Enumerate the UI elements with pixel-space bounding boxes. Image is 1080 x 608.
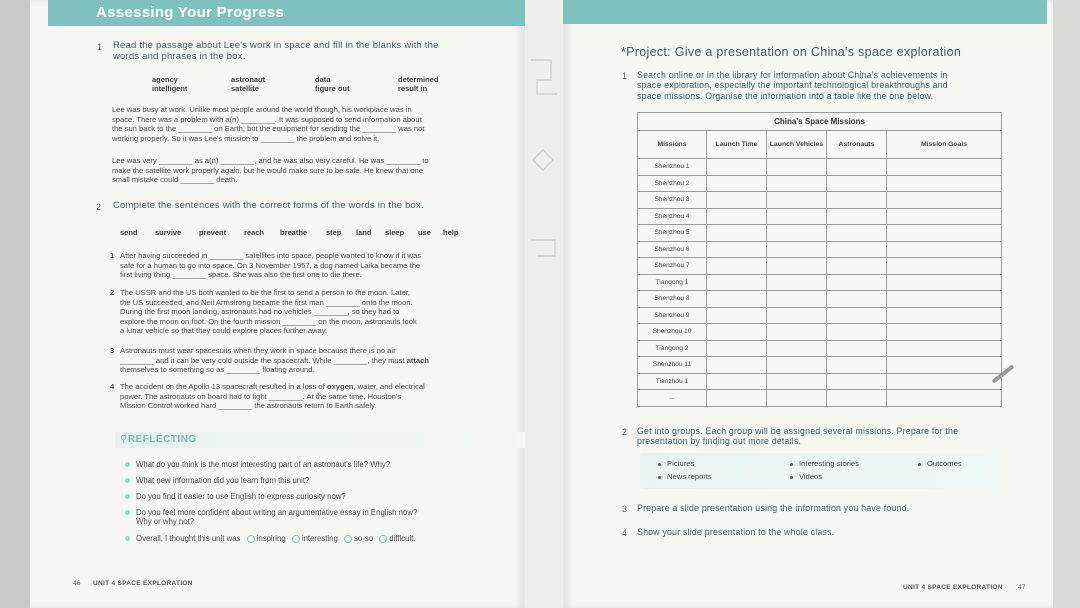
table-row: [638, 307, 1002, 324]
empty-cell: [767, 274, 827, 291]
word-box-word: satellite: [231, 84, 259, 93]
table-row: [638, 373, 1002, 390]
empty-cell: [707, 208, 767, 225]
empty-cell: [827, 357, 887, 374]
empty-cell: [707, 340, 767, 357]
empty-cell: [887, 225, 1002, 242]
mission-name-cell: Shenzhou 10: [638, 324, 707, 341]
empty-cell: [707, 192, 767, 209]
passage-line: small mistake could ________ death.: [112, 175, 238, 185]
table-row: [638, 324, 1002, 341]
step-number: 2: [622, 427, 628, 437]
page-title: Assessing Your Progress: [48, 0, 525, 26]
footer-unit: UNIT 4 SPACE EXPLORATION: [93, 580, 193, 587]
reflecting-item-text: What do you think is the most interesting part of an astronaut's life? Why?: [136, 460, 391, 469]
option-radio[interactable]: [292, 535, 300, 543]
mission-name-cell: Shenzhou 9: [638, 307, 707, 324]
book-edge: [0, 0, 30, 608]
empty-cell: [707, 324, 767, 341]
empty-cell: [767, 241, 827, 258]
bullet-icon: [790, 463, 793, 466]
empty-cell: [767, 159, 827, 176]
bullet-icon: [658, 476, 661, 479]
word-box-word: determined: [398, 75, 439, 84]
passage-line: space. There was a problem with a(n) ________. It was supposed to send information about: [112, 114, 422, 124]
item-line: first living thing ________ space. She was also the first one to die there.: [120, 270, 362, 280]
empty-cell: [827, 373, 887, 390]
empty-cell: [887, 208, 1002, 225]
item-line: The USSR and the US both wanted to be the first to send a person to the moon. Later,: [120, 288, 411, 297]
empty-cell: [827, 241, 887, 258]
item-number: 2: [110, 288, 115, 297]
empty-cell: [887, 390, 1002, 407]
details-options-box: [640, 453, 1000, 489]
empty-cell: [887, 159, 1002, 176]
word-box-word: astronaut: [231, 75, 266, 84]
exercise-item-1: [110, 251, 510, 280]
mission-name-cell: Shenzhou 7: [638, 258, 707, 275]
mission-name-cell: Shenzhou 5: [638, 225, 707, 242]
word-box-word: figure out: [315, 84, 350, 93]
word-box-word: intelligent: [152, 84, 188, 93]
detail-option-label: Interesting stories: [799, 459, 859, 468]
mission-name-cell: Shenzhou 8: [638, 291, 707, 308]
word-box-word: step: [326, 228, 342, 237]
empty-cell: [707, 357, 767, 374]
table-row: [638, 159, 1002, 176]
item-number: 3: [110, 346, 115, 355]
empty-cell: [827, 340, 887, 357]
bullet-icon: [918, 463, 921, 466]
bold-keyword: attach: [406, 355, 430, 365]
item-line: power. The astronauts on board had to fight ________. At the same time, Houston's: [120, 391, 402, 401]
item-line: After having succeeded in ________ satellites into space, people wanted to know if it was: [120, 251, 421, 260]
empty-cell: [707, 291, 767, 308]
project-title: *Project: Give a presentation on China's space exploration: [621, 45, 962, 59]
step-4-text: Show your slide presentation to the whole class.: [637, 527, 835, 537]
word-box-word: send: [120, 228, 138, 237]
question-number: 1: [97, 42, 103, 52]
empty-cell: [707, 307, 767, 324]
item-line: the US succeeded, and Neil Armstrong became the first man ________ onto the moon.: [120, 297, 413, 307]
mission-name-cell: Shenzhou 1: [638, 159, 707, 176]
mission-name-cell: Shenzhou 2: [638, 175, 707, 192]
empty-cell: [887, 291, 1002, 308]
empty-cell: [887, 175, 1002, 192]
empty-cell: [827, 274, 887, 291]
bullet-icon: [125, 494, 130, 499]
mission-name-cell: Tiangong 1: [638, 274, 707, 291]
reflecting-item-text: Overall, I thought this unit was: [136, 534, 241, 543]
empty-cell: [887, 324, 1002, 341]
detail-option: [790, 472, 822, 482]
empty-cell: [707, 225, 767, 242]
step-line: space exploration, especially the important technological breakthroughs and: [637, 80, 948, 91]
empty-cell: [707, 159, 767, 176]
detail-option: [918, 459, 962, 469]
word-box-1: [152, 75, 512, 93]
bullet-icon: [125, 478, 130, 483]
step-1-text: [637, 70, 948, 101]
empty-cell: [887, 241, 1002, 258]
exercise-item-4: [110, 382, 510, 411]
table-row: [638, 291, 1002, 308]
empty-cell: [767, 357, 827, 374]
question-1-line: Read the passage about Lee's work in space and fill in the blanks with the: [113, 40, 439, 51]
empty-cell: [827, 159, 887, 176]
bullet-icon: [658, 463, 661, 466]
detail-option: [658, 472, 712, 482]
option-label: inspiring: [256, 534, 286, 543]
reflecting-item-text: Do you feel more confident about writing an argumentative essay in English now?: [136, 508, 418, 517]
table-row: [638, 258, 1002, 275]
question-1-text: [113, 41, 439, 62]
item-number: 4: [110, 382, 115, 391]
missions-table: [637, 112, 1002, 407]
mission-name-cell: Shenzhou 6: [638, 241, 707, 258]
empty-cell: [827, 225, 887, 242]
word-box-word: survive: [155, 228, 182, 237]
reflecting-item-text: Do you find it easier to use English to express curiosity now?: [136, 492, 346, 501]
word-box-word: sleep: [385, 228, 405, 237]
option-label: so-so: [354, 534, 374, 543]
reflecting-item-text: What new information did you learn from this unit?: [136, 476, 310, 485]
passage-paragraph-2: [112, 156, 507, 185]
empty-cell: [707, 390, 767, 407]
passage-line: working properly. So it was Lee's mission to ________ the problem and solve it.: [112, 133, 380, 143]
detail-option-label: Videos: [799, 472, 823, 481]
table-row: [638, 192, 1002, 209]
option-radio[interactable]: [247, 535, 255, 543]
word-box-word: breathe: [280, 228, 308, 237]
step-2-text: [637, 426, 958, 447]
empty-cell: [767, 258, 827, 275]
word-box-word: help: [443, 228, 459, 237]
reflecting-item: [125, 534, 515, 550]
step-3-text: Prepare a slide presentation using the information you have found.: [637, 503, 910, 513]
word-box-word: use: [418, 228, 431, 237]
lightbulb-icon: ⚲: [120, 434, 128, 445]
table-row: [638, 208, 1002, 225]
reflecting-item: [125, 492, 515, 508]
table-row: [638, 175, 1002, 192]
empty-cell: [827, 324, 887, 341]
empty-cell: [827, 390, 887, 407]
reflecting-item: [125, 476, 515, 492]
empty-cell: [827, 307, 887, 324]
empty-cell: [707, 274, 767, 291]
word-box-2: [120, 228, 480, 237]
exercise-item-3: [110, 346, 510, 375]
item-line: Astronauts must wear spacesuits when they work in space because there is no air: [120, 346, 396, 355]
empty-cell: [767, 340, 827, 357]
mission-name-cell: Shenzhou 4: [638, 208, 707, 225]
step-number: 3: [622, 504, 628, 514]
reflecting-heading: [120, 434, 197, 445]
mission-name-cell: Tiangong 2: [638, 340, 707, 357]
footer-unit: UNIT 4 SPACE EXPLORATION: [903, 584, 1003, 591]
empty-cell: [707, 241, 767, 258]
empty-cell: [827, 192, 887, 209]
question-1-line: words and phrases in the box.: [113, 50, 246, 62]
step-line: space missions. Organise the information into a table like the one below.: [637, 90, 934, 101]
passage-line: Lee was busy at work. Unlike most people around the world though, his workplace was in: [112, 105, 412, 114]
word-box-word: agency: [152, 75, 178, 84]
column-header: Mission Goals: [887, 131, 1002, 159]
step-number: 4: [622, 528, 628, 538]
item-line: Mission Control worked hard ________ the astronauts return to Earth safely.: [120, 401, 377, 411]
empty-cell: [767, 192, 827, 209]
detail-option: [790, 459, 859, 469]
reflecting-item-text: Why or why not?: [136, 517, 195, 526]
step-number: 1: [622, 71, 628, 81]
empty-cell: [767, 307, 827, 324]
question-2-text: Complete the sentences with the correct forms of the words in the box.: [113, 200, 424, 211]
table-row: [638, 274, 1002, 291]
mission-name-cell: ...: [638, 390, 707, 407]
option-label: difficult.: [389, 534, 416, 543]
table-caption: China's Space Missions: [638, 113, 1002, 131]
empty-cell: [827, 258, 887, 275]
reflecting-item: [125, 508, 515, 534]
empty-cell: [767, 208, 827, 225]
page-number: 46: [73, 580, 81, 587]
table-row: [638, 357, 1002, 374]
item-line: themselves to something so as ________ floating around.: [120, 365, 315, 375]
empty-cell: [887, 192, 1002, 209]
empty-cell: [707, 258, 767, 275]
column-header: Missions: [638, 131, 707, 159]
column-header: Astronauts: [827, 131, 887, 159]
bullet-icon: [125, 462, 130, 467]
reflecting-list: [125, 460, 515, 550]
empty-cell: [887, 258, 1002, 275]
bullet-icon: [790, 476, 793, 479]
item-line: a lunar vehicle so that they could explore places further away.: [120, 326, 328, 336]
empty-cell: [887, 373, 1002, 390]
word-box-word: result in: [398, 84, 428, 93]
detail-option-label: Pictures: [667, 459, 695, 468]
empty-cell: [767, 225, 827, 242]
option-radio[interactable]: [344, 535, 352, 543]
empty-cell: [767, 324, 827, 341]
empty-cell: [707, 373, 767, 390]
top-banner: [563, 0, 1047, 24]
empty-cell: [887, 340, 1002, 357]
right-page: [563, 0, 1053, 608]
bold-keyword: oxygen: [326, 382, 354, 391]
mission-name-cell: Shenzhou 11: [638, 357, 707, 374]
word-box-word: land: [356, 228, 372, 237]
detail-option-label: News reports: [667, 472, 712, 481]
detail-option-label: Outcomes: [927, 459, 962, 468]
empty-cell: [827, 175, 887, 192]
step-line: presentation by finding out more details.: [637, 436, 802, 447]
detail-option: [658, 459, 694, 469]
passage-line: the sun back to the ________ on Earth, but the equipment for sending the ________ was not: [112, 124, 425, 134]
empty-cell: [707, 175, 767, 192]
item-line: The accident on the Apollo 13 spacecraft resulted in a loss of: [120, 382, 325, 391]
exercise-item-2: [110, 288, 510, 336]
table-row: [638, 241, 1002, 258]
item-line: explore the moon on foot. On the fourth mission ________ on the moon, astronauts took: [120, 316, 417, 326]
mission-name-cell: Shenzhou 3: [638, 192, 707, 209]
option-radio[interactable]: [379, 535, 387, 543]
question-number: 2: [96, 202, 102, 212]
empty-cell: [887, 357, 1002, 374]
table-row: [638, 225, 1002, 242]
empty-cell: [887, 307, 1002, 324]
option-label: interesting: [301, 534, 338, 543]
empty-cell: [827, 291, 887, 308]
table-row: [638, 390, 1002, 407]
item-line: ________ and it can be very cold outside the spacecraft. While ________, they must: [120, 355, 405, 365]
passage-line: Lee was very ________ as a(n) ________, and he was also very careful. He was ________ to: [112, 156, 429, 165]
step-line: Search online or in the library for information about China's achievements in: [637, 70, 948, 80]
word-box-word: prevent: [199, 228, 227, 237]
reflecting-title: REFLECTING: [127, 434, 197, 445]
bullet-icon: [125, 536, 130, 541]
reflecting-item: [125, 460, 515, 476]
word-box-word: reach: [244, 228, 265, 237]
step-line: Get into groups. Each group will be assigned several missions. Prepare for the: [637, 426, 959, 436]
column-header: Launch Time: [707, 131, 767, 159]
page-number: 47: [1018, 584, 1026, 591]
empty-cell: [767, 390, 827, 407]
empty-cell: [887, 274, 1002, 291]
empty-cell: [767, 291, 827, 308]
mission-name-cell: Tianzhou 1: [638, 373, 707, 390]
item-line: During the first moon landing, astronauts had no vehicles ________, so they had to: [120, 307, 400, 317]
item-line: , water, and electrical: [353, 382, 425, 391]
passage-paragraph-1: [112, 105, 507, 143]
decorative-pattern: [527, 40, 561, 290]
word-box-word: data: [315, 75, 331, 84]
item-line: safe for a human to go into space. On 3 November 1957, a dog named Laika became the: [120, 260, 421, 270]
left-page: [30, 0, 525, 608]
passage-line: make the satellite work properly again, but he would make sure to be safe. He knew that one: [112, 165, 424, 175]
empty-cell: [827, 208, 887, 225]
empty-cell: [767, 373, 827, 390]
bullet-icon: [125, 510, 130, 515]
item-number: 1: [110, 251, 115, 260]
table-row: [638, 340, 1002, 357]
empty-cell: [767, 175, 827, 192]
column-header: Launch Vehicles: [767, 131, 827, 159]
